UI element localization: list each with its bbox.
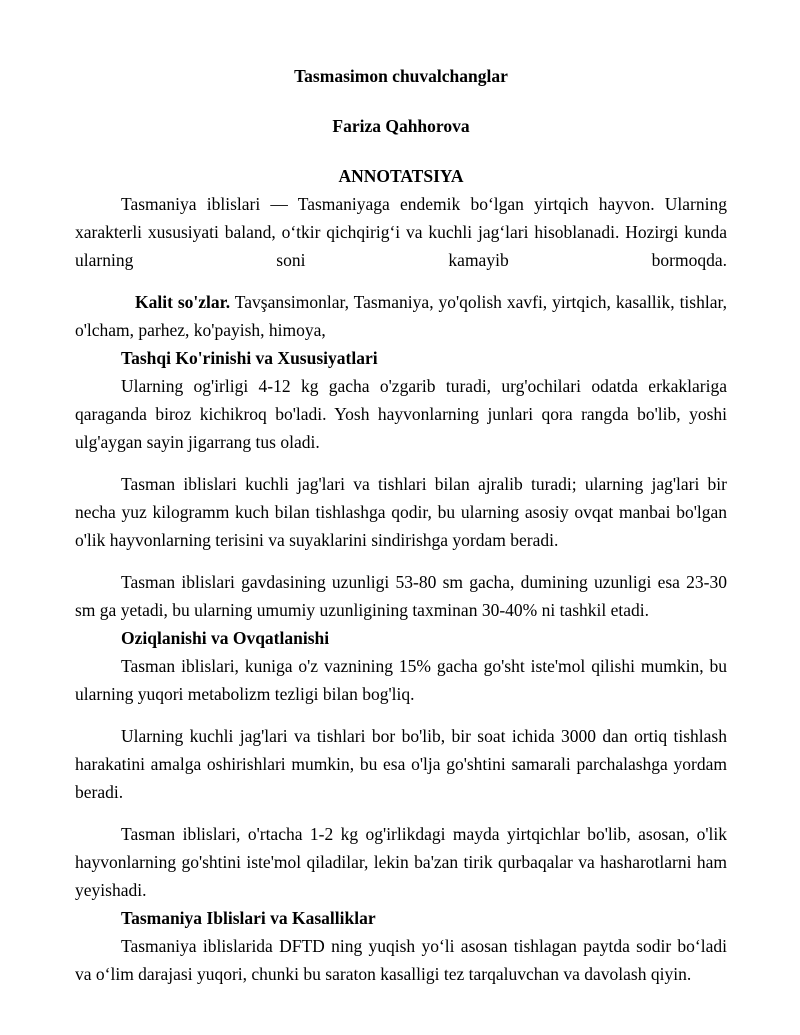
section-paragraph: Tasman iblislari, o'rtacha 1-2 kg og'irlikdagi mayda yirtqichlar bo'lib, asosan, o'lik hayvonlarning go'shtini iste'mol qiladilar, lekin ba'zan tirik qurbaqalar va hasharotlarni ham yeyishadi. — [75, 824, 727, 900]
annotation-heading: ANNOTATSIYA — [338, 166, 464, 186]
keywords-label: Kalit so'zlar. — [135, 292, 231, 312]
section-paragraph: Tasman iblislari kuchli jag'lari va tishlari bilan ajralib turadi; ularning jag'lari bir necha yuz kilogramm kuch bilan tishlashga qodir, bu ularning asosiy ovqat manbai bo'lgan o'lik hayvonlarning terisini va suyaklarini sindirishga yordam beradi. — [75, 474, 727, 550]
section-paragraph: Tasmaniya iblislarida DFTD ning yuqish yo‘li asosan tishlagan paytda sodir bo‘ladi va o‘lim darajasi yuqori, chunki bu saraton kasalligi tez tarqaluvchan va davolash qiyin. — [75, 936, 727, 984]
document-author: Fariza Qahhorova — [332, 116, 470, 136]
section-heading-nutrition: Oziqlanishi va Ovqatlanishi — [121, 628, 330, 648]
section-heading-diseases: Tasmaniya Iblislari va Kasalliklar — [121, 908, 376, 928]
section-paragraph: Ularning kuchli jag'lari va tishlari bor bo'lib, bir soat ichida 3000 dan ortiq tishlash harakatini amalga oshirishlari mumkin, bu esa o'lja go'shtini samarali parchalashga yordam beradi. — [75, 726, 727, 802]
section-paragraph: Tasman iblislari, kuniga o'z vaznining 15% gacha go'sht iste'mol qilishi mumkin, bu ularning yuqori metabolizm tezligi bilan bog'liq. — [75, 656, 727, 704]
keywords-paragraph — [75, 288, 727, 344]
annotation-paragraph: Tasmaniya iblislari — Tasmaniyaga endemik bo‘lgan yirtqich hayvon. Ularning xarakterli xususiyati baland, o‘tkir qichqirig‘i va kuchli jag‘lari hisoblanadi. Hozirgi kunda ularning soni kamayib bormoqda. — [75, 194, 727, 270]
keywords-text: Tavşansimonlar, Tasmaniya, yo'qolish xavfi, yirtqich, kasallik, tishlar, o'lcham, parhez, ko'payish, himoya, — [75, 292, 727, 340]
document-title: Tasmasimon chuvalchanglar — [294, 66, 508, 86]
section-paragraph: Tasman iblislari gavdasining uzunligi 53-80 sm gacha, dumining uzunligi esa 23-30 sm ga yetadi, bu ularning umumiy uzunligining taxminan 30-40% ni tashkil etadi. — [75, 572, 727, 620]
section-heading-appearance: Tashqi Ko'rinishi va Xususiyatlari — [121, 348, 378, 368]
section-paragraph: Ularning og'irligi 4-12 kg gacha o'zgarib turadi, urg'ochilari odatda erkaklariga qaraganda biroz kichikroq bo'ladi. Yosh hayvonlarning junlari qora rangda bo'lib, yoshi ulg'aygan sayin jigarrang tus oladi. — [75, 376, 727, 452]
